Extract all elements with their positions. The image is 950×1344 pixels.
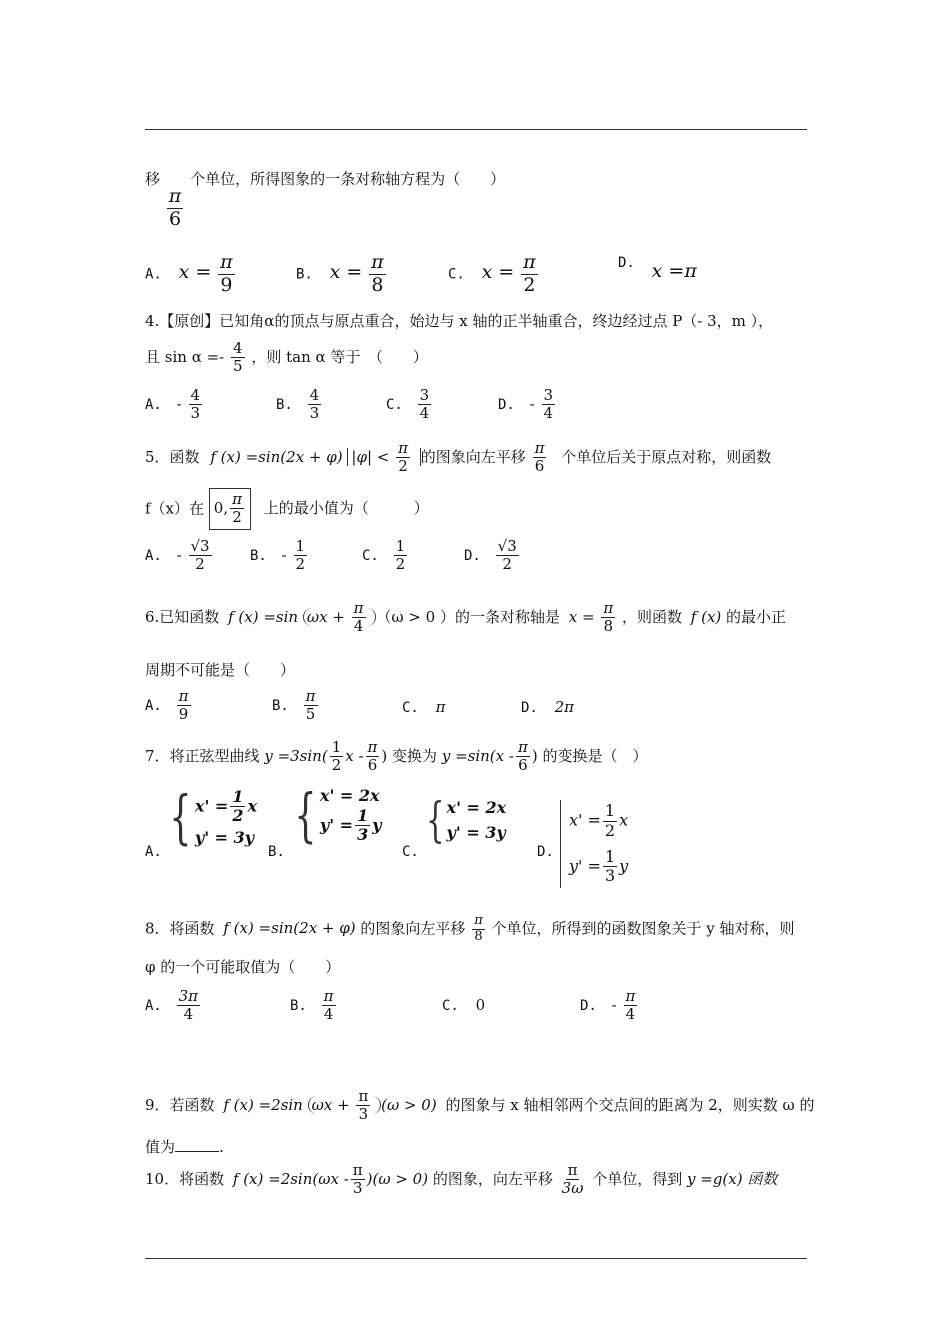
- q5-interval: [209, 488, 251, 530]
- den: 9: [220, 273, 233, 296]
- q6-tail-func: f (x): [690, 607, 722, 626]
- num: 3: [543, 386, 554, 404]
- frac: [603, 802, 617, 840]
- q10-prefix: 10．将函数: [145, 1169, 225, 1188]
- label: C.: [362, 547, 379, 564]
- q4-frac: [231, 340, 245, 376]
- label: D.: [498, 396, 515, 413]
- label: B.: [250, 547, 267, 564]
- den: 2: [523, 273, 536, 296]
- expr: 2π: [554, 698, 575, 716]
- brace-line: [560, 800, 561, 888]
- q3-option-c-lhs: x =: [481, 261, 515, 284]
- q10-line1: [145, 1162, 777, 1198]
- den: 9: [178, 705, 189, 724]
- q5-condition: [347, 439, 420, 476]
- q10-tail: y =g(x) 函数: [687, 1169, 778, 1188]
- num: π: [305, 687, 316, 705]
- q7-curve1-b: x -: [345, 746, 364, 765]
- q5-line2-prefix: f（x）在: [145, 499, 205, 518]
- q6-arg-frac: [352, 600, 366, 636]
- num: π: [567, 1161, 578, 1179]
- num: 1: [331, 738, 342, 756]
- num: 3π: [178, 987, 199, 1005]
- q8-option-c[interactable]: [442, 998, 485, 1013]
- den: 2: [232, 508, 242, 527]
- q8-shift: [472, 914, 485, 945]
- q5-mid: 的图象向左平移: [420, 447, 526, 466]
- q3-option-b[interactable]: [296, 252, 388, 297]
- sign: -: [176, 394, 182, 413]
- expr: 0: [475, 996, 486, 1014]
- q8-mid: 的图象向左平移: [360, 919, 466, 938]
- row1: x' = 2x: [446, 798, 507, 817]
- q4-option-c[interactable]: [386, 387, 433, 423]
- q7-option-a-label[interactable]: A.: [145, 844, 162, 860]
- q7-option-c-label[interactable]: C.: [402, 844, 419, 860]
- num: π: [398, 439, 408, 457]
- label: A.: [145, 697, 162, 714]
- q9-frac: [356, 1088, 370, 1124]
- num: 3: [419, 386, 430, 404]
- q4-line1: 4.【原创】已知角α的顶点与原点重合，始边与 x 轴的正半轴重合，终边经过点 P（- 3，m ），: [145, 312, 774, 330]
- q7-curve2-a: y =sin(x -: [441, 746, 514, 765]
- q3-option-b-label: B.: [296, 266, 313, 283]
- frac: [308, 387, 322, 423]
- row2: y' = 3y: [194, 827, 255, 847]
- label: D.: [521, 700, 538, 716]
- den: 6: [534, 457, 545, 476]
- q6-tail-prefix: ，则函数: [621, 607, 682, 626]
- q4-option-d[interactable]: [498, 387, 557, 423]
- rows: [320, 786, 382, 845]
- den: 3ω: [561, 1179, 584, 1198]
- q5-option-a[interactable]: [145, 538, 214, 574]
- q5-option-b[interactable]: [250, 538, 309, 574]
- den: 2: [232, 806, 244, 826]
- label: D.: [580, 997, 597, 1014]
- brace-icon: {: [169, 783, 192, 852]
- q5-interval-left: 0,: [213, 499, 229, 518]
- q4-line2: [145, 340, 428, 376]
- den: 6: [367, 756, 378, 775]
- q3-option-d[interactable]: [618, 252, 697, 282]
- den: 8: [371, 273, 384, 296]
- den: 2: [331, 756, 342, 775]
- q5-interval-frac: [230, 491, 244, 527]
- q6-option-c[interactable]: [402, 700, 446, 715]
- lhs: x' =: [569, 810, 601, 830]
- answer-blank[interactable]: [175, 1137, 219, 1152]
- label: A.: [145, 396, 162, 413]
- num: 1: [604, 801, 616, 821]
- frac: [304, 688, 318, 724]
- q3-option-a[interactable]: [145, 252, 237, 297]
- row1: x' = 2x: [319, 786, 380, 805]
- q3-option-c-fraction: [521, 252, 538, 297]
- q9-arg-group: [308, 1087, 381, 1124]
- den: 4: [183, 1005, 194, 1024]
- q10-frac: [351, 1162, 365, 1198]
- den: 4: [323, 1005, 334, 1024]
- num: 4: [190, 386, 201, 404]
- den: 2: [195, 555, 205, 574]
- expr: π: [435, 698, 446, 716]
- q7-option-d-system: [560, 800, 628, 888]
- num: π: [353, 599, 364, 617]
- den: 3: [309, 404, 320, 423]
- q7-curve1-a: y =3sin(: [264, 746, 328, 765]
- q3-stem-prefix: 移: [145, 170, 161, 188]
- frac: [177, 688, 191, 724]
- q4-line2-suffix: ，则 tan α 等于 （ ）: [251, 347, 428, 366]
- den: 6: [518, 756, 528, 775]
- den: 2: [395, 555, 406, 574]
- q3-option-d-expr: x =π: [651, 260, 697, 282]
- row2: [569, 848, 628, 886]
- q7-prefix: 7．将正弦型曲线: [145, 746, 260, 765]
- frac: [542, 387, 556, 423]
- num: 4: [233, 339, 243, 357]
- num: √3: [497, 537, 517, 555]
- lhs: y' =: [319, 815, 354, 835]
- row2: y' = 3y: [446, 823, 506, 842]
- rhs: y: [372, 815, 382, 835]
- sign: -: [176, 545, 182, 564]
- q6-option-a[interactable]: [145, 688, 193, 724]
- q3-option-d-label: D.: [618, 255, 635, 271]
- q9-line2: [145, 1137, 224, 1155]
- q6-option-d[interactable]: [521, 700, 574, 715]
- q10-suffix: 个单位，得到: [592, 1169, 683, 1188]
- frac: [189, 538, 212, 574]
- q6-cond: （ω > 0 ）的一条对称轴是: [376, 607, 560, 626]
- lhs: x' =: [194, 796, 229, 816]
- q9-suffix: 的图象与 x 轴相邻两个交点间的距离为 2，则实数 ω 的: [445, 1095, 815, 1114]
- q5-suffix: 个单位后关于原点对称，则函数: [561, 447, 772, 466]
- frac: [294, 538, 308, 574]
- q9-func: f (x) =2sin: [223, 1095, 303, 1114]
- num: 1: [357, 806, 369, 825]
- q7-mid: 变换为: [392, 746, 438, 765]
- q7-option-d-label[interactable]: D.: [537, 844, 554, 860]
- q5-option-d[interactable]: [464, 538, 521, 574]
- q5-prefix: 5．函数: [145, 447, 200, 466]
- den: 3: [604, 866, 616, 886]
- q3-stem: [145, 172, 505, 231]
- den: 5: [305, 705, 316, 724]
- q7-option-b-system: [287, 781, 382, 850]
- brace-icon: {: [294, 781, 317, 850]
- q6-axis-lhs: x =: [568, 607, 595, 626]
- q5-cond-frac: [396, 440, 410, 476]
- q3-option-a-lhs: x =: [178, 261, 212, 284]
- footer-rule: [145, 1258, 807, 1259]
- q6-line1: [145, 600, 786, 636]
- q6-func-lhs: f (x) =sin: [228, 607, 299, 626]
- q3-option-b-lhs: x =: [329, 261, 363, 284]
- den: 3: [358, 1105, 369, 1124]
- q5-line2-suffix: 上的最小值为（ ）: [263, 499, 429, 518]
- q9-line2-text: 值为: [145, 1138, 176, 1156]
- num: 4: [309, 386, 320, 404]
- den: 3: [357, 825, 369, 845]
- frac: [177, 988, 200, 1024]
- frac: [418, 387, 432, 423]
- den: 4: [353, 617, 364, 636]
- frac: [322, 988, 336, 1024]
- q7-curve2-frac: [516, 739, 530, 775]
- num: 1: [395, 537, 406, 555]
- q7-line1: [145, 739, 647, 775]
- num: √3: [190, 537, 210, 555]
- q6-line2: 周期不可能是（ ）: [145, 661, 296, 679]
- num: π: [323, 987, 334, 1005]
- frac: [355, 807, 370, 845]
- q5-cond-lhs: |φ| <: [351, 447, 390, 466]
- num: 1: [232, 787, 244, 806]
- q10-cond: )(ω > 0): [366, 1169, 429, 1188]
- q9-line1: [145, 1088, 815, 1124]
- den: 4: [543, 404, 554, 423]
- label: D.: [464, 547, 481, 564]
- label: B.: [276, 396, 293, 413]
- rows: [447, 798, 507, 842]
- q3-stem-text: 个单位，所得图象的一条对称轴方程为（ ）: [190, 170, 506, 188]
- den: 5: [233, 357, 243, 376]
- frac: [230, 788, 245, 826]
- num: π: [523, 251, 536, 273]
- q5-line2: [145, 488, 429, 530]
- q8-prefix: 8．将函数: [145, 919, 215, 938]
- rhs: x: [619, 810, 629, 830]
- q5-option-c[interactable]: [362, 538, 409, 574]
- den: 4: [625, 1005, 636, 1024]
- q7-option-a-system: [162, 783, 258, 852]
- num: π: [534, 439, 545, 457]
- label: C.: [442, 998, 459, 1014]
- q9-prefix: 9．若函数: [145, 1095, 215, 1114]
- den: 3: [190, 404, 201, 423]
- q7-option-c-system: [420, 792, 507, 848]
- q6-option-b[interactable]: [272, 688, 320, 724]
- q9-cond: (ω > 0): [381, 1095, 437, 1114]
- label: C.: [386, 396, 403, 413]
- q8-line2: φ 的一个可能取值为（ ）: [145, 958, 341, 976]
- num: π: [367, 738, 378, 756]
- q8-line1: [145, 914, 795, 945]
- q9-line2-end: .: [219, 1138, 224, 1156]
- num: π: [371, 251, 384, 273]
- q6-prefix: 6.已知函数: [145, 607, 220, 626]
- num: 1: [295, 537, 306, 555]
- q9-arg: ωx +: [311, 1095, 350, 1114]
- label: C.: [402, 700, 419, 716]
- q3-option-a-fraction: [218, 252, 235, 297]
- q8-option-a[interactable]: [145, 988, 202, 1024]
- q3-option-c[interactable]: [448, 252, 540, 297]
- den: 8: [474, 928, 483, 944]
- sign: -: [611, 995, 617, 1014]
- q7-option-b-label[interactable]: B.: [268, 844, 285, 860]
- lhs: y' =: [569, 856, 601, 876]
- den: 3: [352, 1179, 363, 1198]
- num: π: [603, 599, 614, 617]
- label: B.: [272, 697, 289, 714]
- num: π: [474, 913, 483, 928]
- q6-axis-frac: [601, 600, 615, 636]
- den: 2: [502, 555, 512, 574]
- num: π: [232, 490, 242, 508]
- q3-option-a-label: A.: [145, 266, 162, 283]
- q10-mid: 的图象，向左平移: [432, 1169, 553, 1188]
- q8-suffix: 个单位，所得到的函数图象关于 y 轴对称，则: [491, 919, 795, 938]
- label: A.: [145, 997, 162, 1014]
- num: π: [625, 987, 636, 1005]
- q3-shift-fraction: [167, 186, 184, 231]
- q7-curve2-b: ): [531, 746, 538, 765]
- num: π: [220, 251, 233, 273]
- q8-func: f (x) =sin(2x + φ): [223, 919, 356, 938]
- q3-shift-num: π: [168, 185, 182, 207]
- frac: [394, 538, 408, 574]
- frac: [624, 988, 638, 1024]
- den: 2: [398, 457, 408, 476]
- label: B.: [290, 997, 307, 1014]
- frac: [496, 538, 519, 574]
- row1: [195, 788, 257, 826]
- q5-line1: [145, 440, 771, 476]
- row1: [569, 802, 628, 840]
- q8-option-d[interactable]: [580, 988, 639, 1024]
- q8-option-b[interactable]: [290, 988, 338, 1024]
- q6-tail: 的最小正: [726, 607, 787, 626]
- rhs: y: [619, 856, 629, 876]
- num: 1: [604, 847, 616, 866]
- num: π: [352, 1161, 363, 1179]
- q7-suffix: 的变换是（ ）: [542, 746, 648, 765]
- row2: [320, 807, 382, 845]
- q4-option-b[interactable]: [276, 387, 323, 423]
- q7-curve1-frac2: [366, 739, 380, 775]
- den: 2: [295, 555, 306, 574]
- sign: -: [529, 394, 535, 413]
- num: π: [517, 738, 528, 756]
- q7-curve1-frac1: [330, 739, 344, 775]
- q3-option-b-fraction: [369, 252, 386, 297]
- den: 8: [603, 617, 614, 636]
- den: 2: [604, 820, 616, 840]
- den: 4: [419, 404, 430, 423]
- q4-option-a[interactable]: [145, 387, 204, 423]
- q3-shift-den: 6: [169, 207, 182, 230]
- q6-arg: ωx +: [306, 607, 345, 626]
- num: π: [178, 687, 189, 705]
- brace-icon: {: [426, 792, 445, 848]
- label: A.: [145, 547, 162, 564]
- q10-func: f (x) =2sin(ωx -: [232, 1169, 349, 1188]
- frac: [603, 848, 617, 886]
- q4-line2-prefix: 且 sin α =-: [145, 347, 225, 366]
- q3-option-c-label: C.: [448, 266, 465, 283]
- rhs: x: [247, 796, 258, 816]
- q10-shift: [560, 1162, 586, 1198]
- q5-func: f (x) =sin(2x + φ): [210, 447, 343, 466]
- q6-func-arg: [303, 599, 376, 636]
- num: π: [358, 1087, 369, 1105]
- frac: [189, 387, 203, 423]
- q7-curve1-c: ): [381, 746, 388, 765]
- q5-shift: [533, 440, 547, 476]
- rows: [195, 788, 257, 847]
- header-rule: [145, 129, 807, 130]
- rows: [569, 802, 628, 886]
- sign: -: [281, 545, 287, 564]
